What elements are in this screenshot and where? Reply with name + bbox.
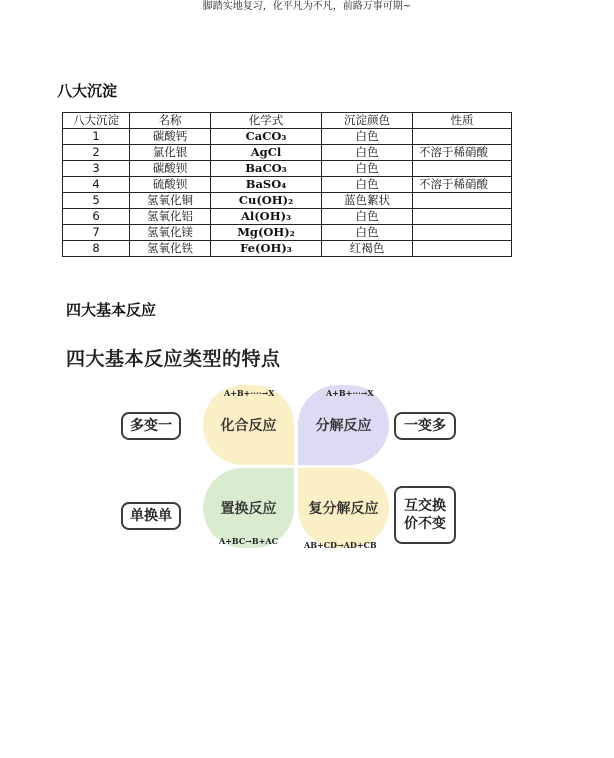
chemical-formula: Al(OH)₃ (211, 209, 322, 225)
table-row (63, 177, 512, 193)
precipitate-color: 蓝色絮状 (322, 193, 413, 209)
table-header-row (63, 113, 512, 129)
precipitate-name: 氢氧化镁 (130, 225, 211, 241)
row-index: 8 (63, 241, 130, 257)
feature-box-many-to-one: 多变一 (121, 412, 181, 440)
row-index: 2 (63, 145, 130, 161)
row-index: 4 (63, 177, 130, 193)
precipitate-property (413, 209, 512, 225)
precipitate-name: 碳酸钡 (130, 161, 211, 177)
label-double-replacement-reaction: 复分解反应 (308, 501, 379, 517)
label-combination-reaction: 化合反应 (220, 418, 277, 434)
feature-box-exchange: 互交换价不变 (394, 486, 456, 544)
chemical-formula: BaCO₃ (211, 161, 322, 177)
section-title-reactions: 四大基本反应 (66, 301, 157, 319)
precipitate-property: 不溶于稀硝酸 (413, 177, 512, 193)
precipitate-color: 白色 (322, 225, 413, 241)
precipitate-property (413, 241, 512, 257)
table-row (63, 145, 512, 161)
precipitate-name: 氯化银 (130, 145, 211, 161)
table-row (63, 209, 512, 225)
equation-combination: A+B+····→X (224, 388, 275, 398)
chemical-formula: Fe(OH)₃ (211, 241, 322, 257)
chemical-formula: Cu(OH)₂ (211, 193, 322, 209)
feature-box-one-to-many: 一变多 (394, 412, 456, 440)
precipitate-table (62, 112, 512, 257)
precipitate-name: 氢氧化铁 (130, 241, 211, 257)
equation-decomposition: A+B+···→X (326, 388, 374, 398)
precipitate-name: 氢氧化铜 (130, 193, 211, 209)
row-index: 6 (63, 209, 130, 225)
column-header-property: 性质 (413, 113, 512, 129)
precipitate-color: 白色 (322, 161, 413, 177)
table-row (63, 161, 512, 177)
precipitate-color: 红褐色 (322, 241, 413, 257)
figure-title: 四大基本反应类型的特点 (66, 348, 281, 370)
table-row (63, 225, 512, 241)
equation-replacement: A+BC→B+AC (219, 536, 278, 546)
column-header-index: 八大沉淀 (63, 113, 130, 129)
chemical-formula: Mg(OH)₂ (211, 225, 322, 241)
precipitate-color: 白色 (322, 209, 413, 225)
precipitate-color: 白色 (322, 145, 413, 161)
chemical-formula: AgCl (211, 145, 322, 161)
column-header-name: 名称 (130, 113, 211, 129)
precipitate-color: 白色 (322, 177, 413, 193)
precipitate-name: 碳酸钙 (130, 129, 211, 145)
chemical-formula: BaSO₄ (211, 177, 322, 193)
feature-box-single-swap: 单换单 (121, 502, 181, 530)
precipitate-property: 不溶于稀硝酸 (413, 145, 512, 161)
precipitate-property (413, 161, 512, 177)
label-replacement-reaction: 置换反应 (220, 501, 277, 517)
row-index: 7 (63, 225, 130, 241)
precipitate-name: 硫酸钡 (130, 177, 211, 193)
petal-double-replacement-reaction (298, 468, 389, 548)
table-row (63, 241, 512, 257)
column-header-color: 沉淀颜色 (322, 113, 413, 129)
label-decomposition-reaction: 分解反应 (315, 418, 372, 434)
section-title-precipitates: 八大沉淀 (57, 82, 118, 100)
equation-double-replacement: AB+CD→AD+CB (304, 540, 377, 550)
table-row (63, 129, 512, 145)
row-index: 1 (63, 129, 130, 145)
precipitate-name: 氢氧化铝 (130, 209, 211, 225)
row-index: 5 (63, 193, 130, 209)
precipitate-property (413, 193, 512, 209)
chemical-formula: CaCO₃ (211, 129, 322, 145)
table-row (63, 193, 512, 209)
precipitate-property (413, 129, 512, 145)
precipitate-property (413, 225, 512, 241)
row-index: 3 (63, 161, 130, 177)
column-header-formula: 化学式 (211, 113, 322, 129)
precipitate-color: 白色 (322, 129, 413, 145)
header-note: 脚踏实地复习，化平凡为不凡，前路万事可期~ (202, 1, 412, 12)
